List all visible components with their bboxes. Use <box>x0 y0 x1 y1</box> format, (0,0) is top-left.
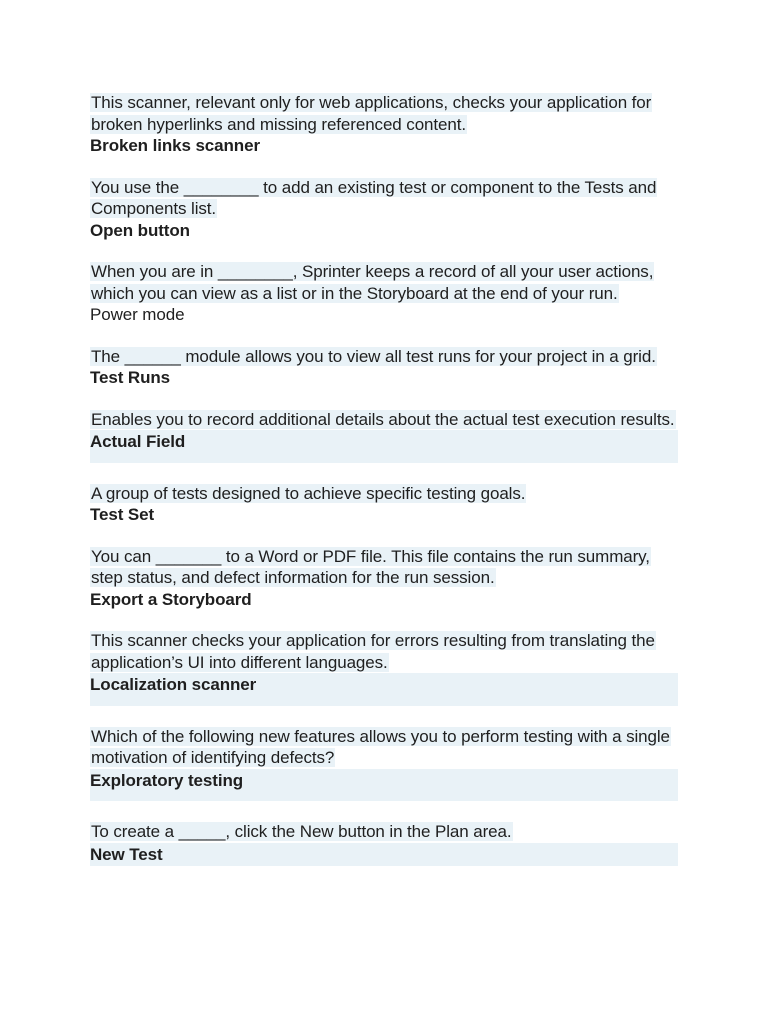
question-text: Which of the following new features allows you to perform testing with a single motivation of identifying defects? <box>91 726 670 767</box>
qa-item-9 <box>90 726 680 802</box>
question-text: A group of tests designed to achieve specific testing goals. <box>91 483 526 503</box>
question-text: This scanner checks your application for errors resulting from translating the application’s UI into different languages. <box>91 631 655 672</box>
question-text: When you are in ________, Sprinter keeps a record of all your user actions, which you can view as a list or in the Storyboard at the end of your run. <box>91 262 654 303</box>
qa-item-5 <box>90 409 680 463</box>
qa-item-3 <box>90 261 680 326</box>
answer-text: Actual Field <box>90 430 678 463</box>
qa-item-2 <box>90 177 680 242</box>
answer-text: Exploratory testing <box>90 769 678 802</box>
qa-item-4 <box>90 346 680 389</box>
question-text: The ______ module allows you to view all test runs for your project in a grid. <box>91 346 656 366</box>
qa-item-1 <box>90 92 680 157</box>
question-text: To create a _____, click the New button in the Plan area. <box>91 822 512 841</box>
answer-text: Test Runs <box>90 368 171 387</box>
qa-item-10 <box>90 821 680 866</box>
question-text: You can _______ to a Word or PDF file. This file contains the run summary, step status, and defect information for the run session. <box>91 546 650 587</box>
question-text: You use the ________ to add an existing test or component to the Tests and Components list. <box>91 177 657 218</box>
question-text: This scanner, relevant only for web applications, checks your application for broken hyperlinks and missing referenced content. <box>91 93 652 134</box>
answer-text: Localization scanner <box>90 673 678 706</box>
qa-item-7 <box>90 546 680 611</box>
question-text: Enables you to record additional details about the actual test execution results. <box>91 409 675 429</box>
qa-item-8 <box>90 630 680 706</box>
answer-text: New Test <box>90 843 678 867</box>
answer-text: Test Set <box>90 505 155 524</box>
qa-item-6 <box>90 483 680 526</box>
answer-text: Open button <box>90 220 190 240</box>
flashcard-document <box>90 92 680 886</box>
answer-text: Export a Storyboard <box>90 589 252 609</box>
answer-text: Broken links scanner <box>90 136 260 155</box>
answer-text: Power mode <box>90 305 185 324</box>
